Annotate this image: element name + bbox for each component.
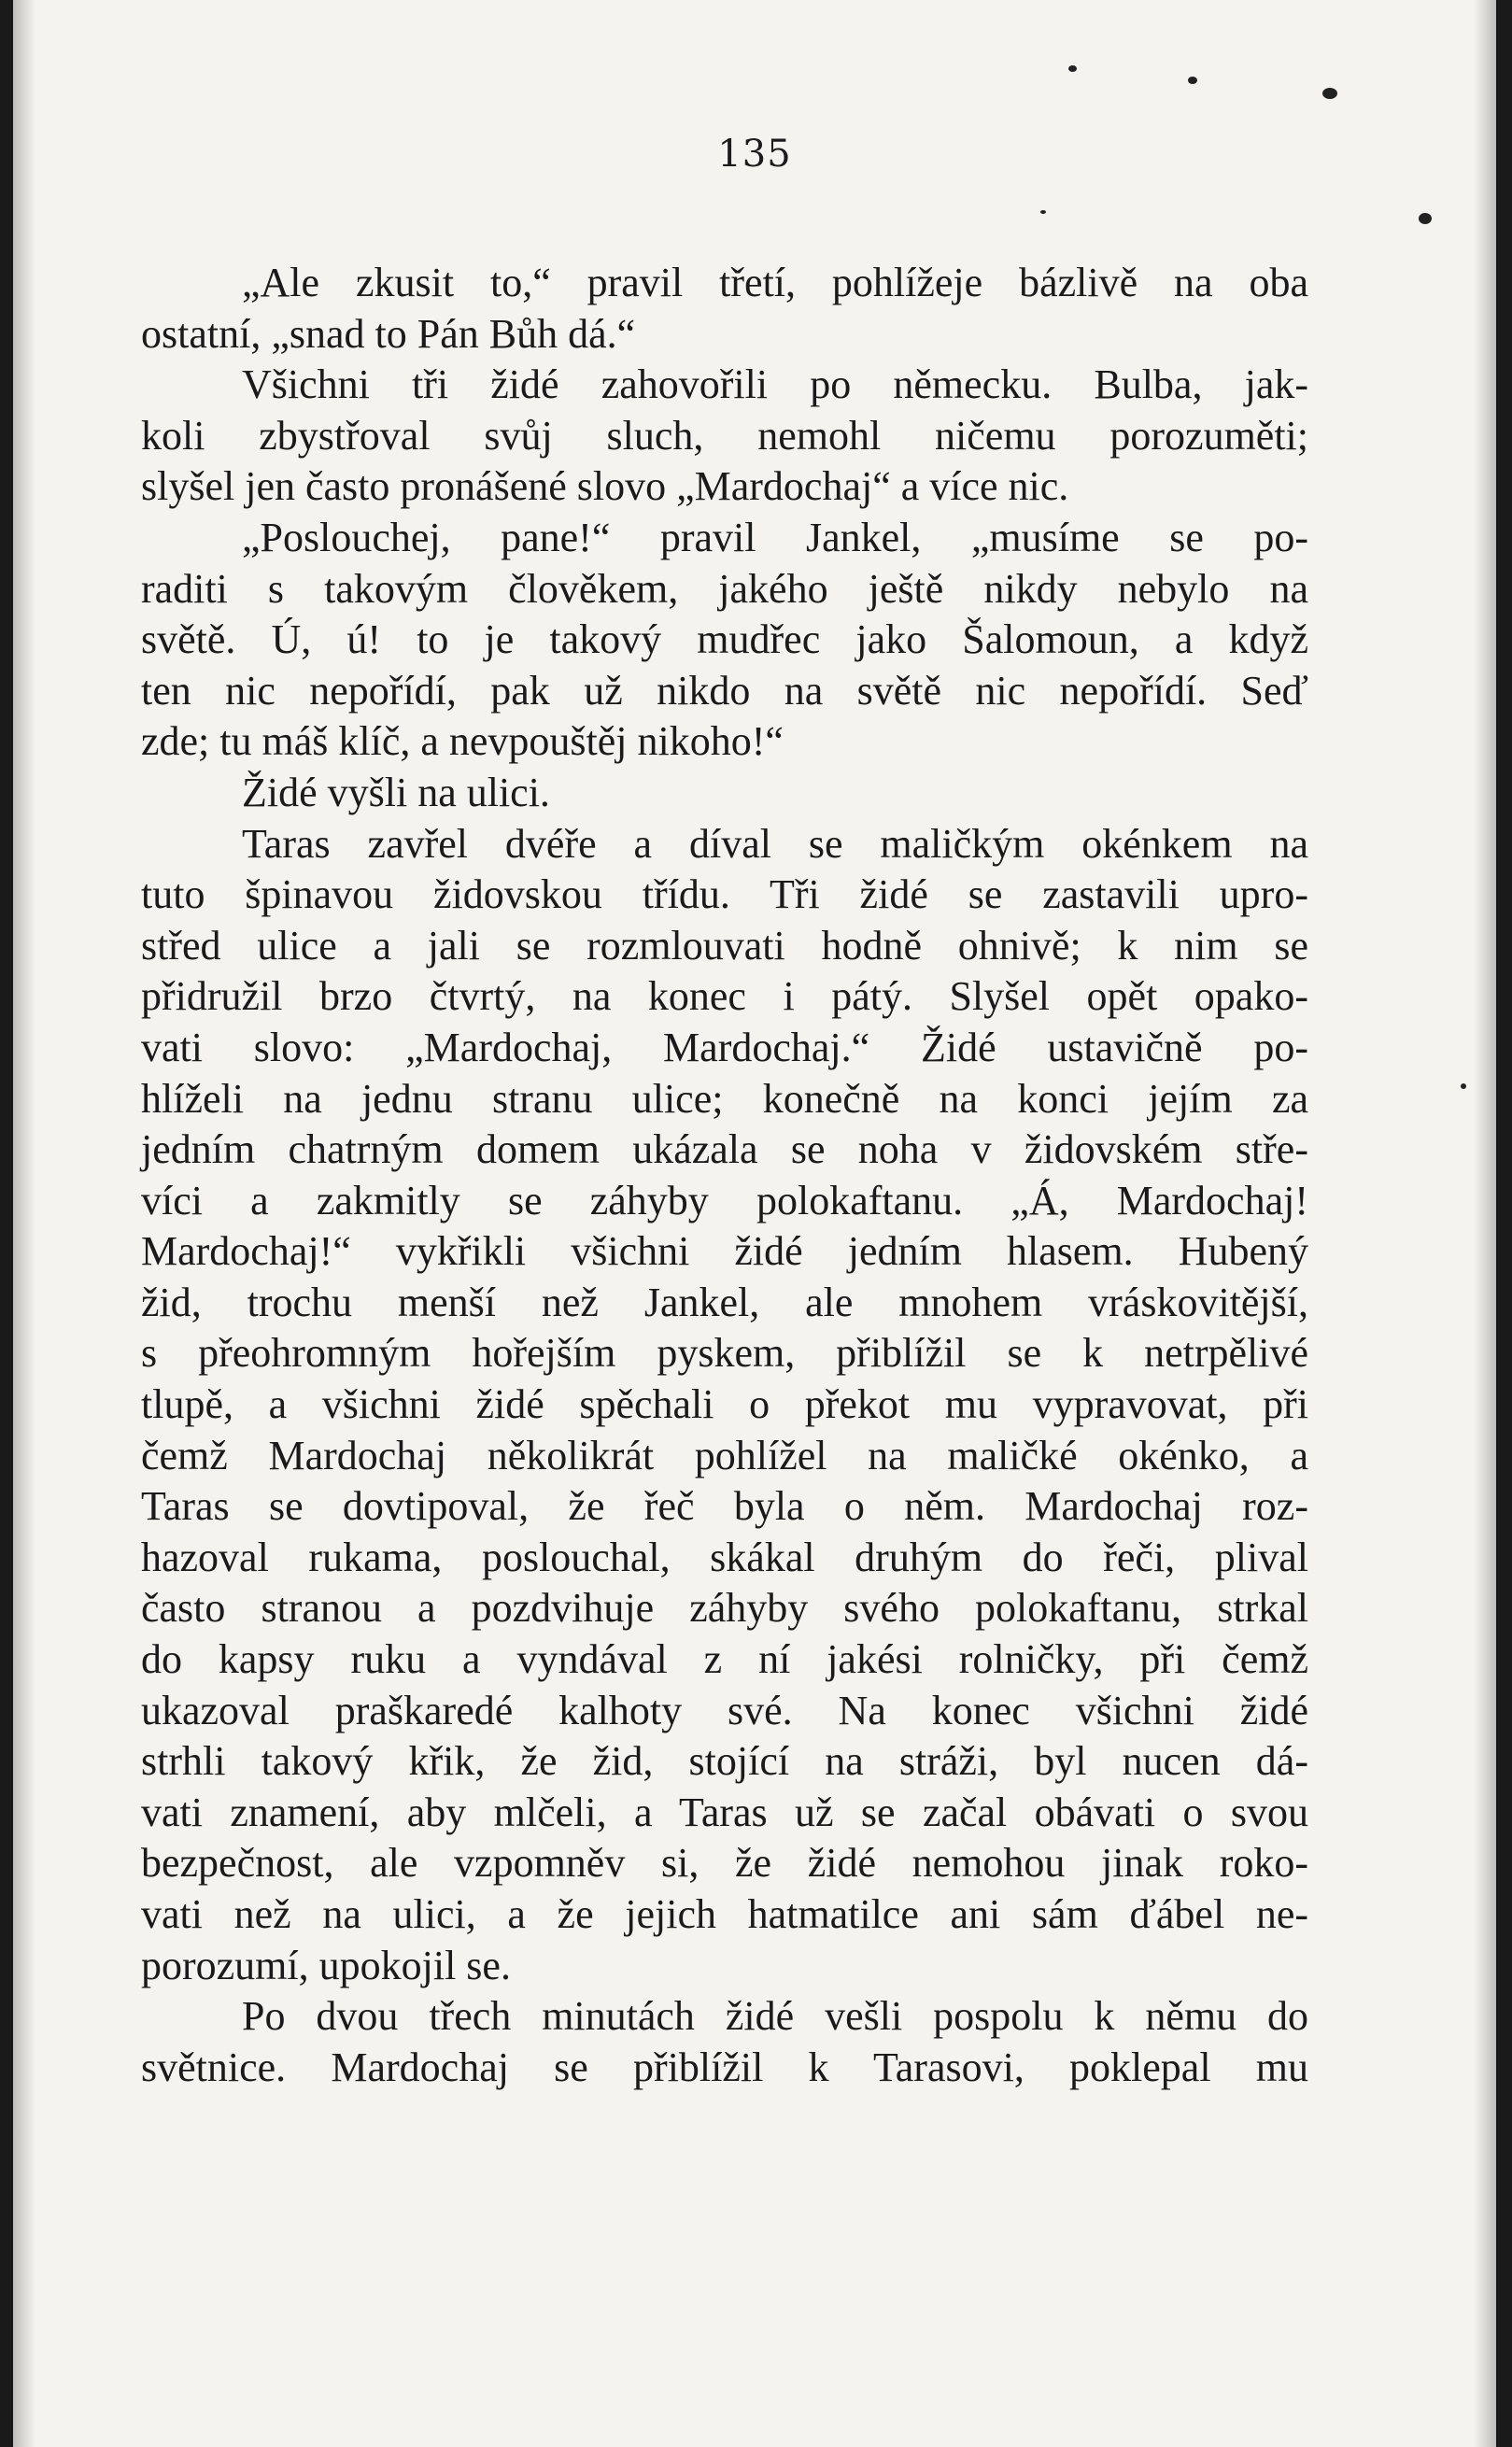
text-line: přidružil brzo čtvrtý, na konec i pátý. Slyšel opět opako- [141, 973, 1308, 1020]
text-line: vati slovo: „Mardochaj, Mardochaj.“ Židé ustavičně po- [141, 1024, 1308, 1070]
text-line: často stranou a pozdvihuje záhyby svého polokaftanu, strkal [141, 1585, 1308, 1632]
text-line: Po dvou třech minutách židé vešli pospolu k němu do [242, 1993, 1308, 2040]
text-line: „Ale zkusit to,“ pravil třetí, pohlížeje bázlivě na oba [242, 260, 1308, 305]
text-line: ten nic nepořídí, pak už nikdo na světě nic nepořídí. Seď [141, 667, 1308, 714]
text-line: tlupě, a všichni židé spěchali o překot mu vypravovat, při [141, 1381, 1308, 1428]
text-line: hlíželi na jednu stranu ulice; konečně na konci jejím za [141, 1075, 1308, 1122]
ink-speck [1419, 213, 1432, 224]
text-line: raditi s takovým člověkem, jakého ještě nikdy nebylo na [141, 565, 1308, 612]
text-line: střed ulice a jali se rozmlouvati hodně ohnivě; k nim se [141, 922, 1308, 969]
body-text [141, 258, 1308, 2093]
text-line: strhli takový křik, že žid, stojící na stráži, byl nucen dá- [141, 1738, 1308, 1785]
text-line: světnice. Mardochaj se přiblížil k Tarasovi, poklepal mu [141, 2044, 1308, 2090]
page-edge-shadow-left [13, 0, 35, 2447]
text-line: „Poslouchej, pane!“ pravil Jankel, „musíme se po- [242, 514, 1308, 560]
text-line: světě. Ú, ú! to je takový mudřec jako Šalomoun, a když [141, 616, 1308, 663]
text-line: koli zbystřoval svůj sluch, nemohl ničemu porozuměti; [141, 412, 1308, 459]
ink-speck [1461, 1083, 1466, 1089]
text-line: vati než na ulici, a že jejich hatmatilce ani sám ďábel ne- [141, 1891, 1308, 1937]
text-line: s přeohromným hořejším pyskem, přiblížil se k netrpělivé [141, 1330, 1308, 1377]
text-line: ukazoval praškaredé kalhoty své. Na konec všichni židé [141, 1687, 1308, 1733]
text-line: Židé vyšli na ulici. [242, 769, 550, 815]
ink-speck [1188, 77, 1197, 84]
text-line: vati znamení, aby mlčeli, a Taras už se začal obávati o svou [141, 1789, 1308, 1835]
text-line: zde; tu máš klíč, a nevpouštěj nikoho!“ [141, 718, 784, 765]
ink-speck [1322, 88, 1337, 99]
book-page [13, 0, 1496, 2447]
ink-speck [1068, 65, 1077, 72]
text-line: slyšel jen často pronášené slovo „Mardochaj“ a více nic. [141, 463, 1069, 510]
text-line: do kapsy ruku a vyndával z ní jakési rolničky, při čemž [141, 1636, 1308, 1683]
text-line: ostatní, „snad to Pán Bůh dá.“ [141, 310, 636, 357]
ink-speck [1040, 210, 1046, 214]
text-line: Všichni tři židé zahovořili po německu. Bulba, jak- [242, 361, 1308, 408]
text-line: porozumí, upokojil se. [141, 1942, 511, 1988]
text-line: Mardochaj!“ vykřikli všichni židé jedním hlasem. Hubený [141, 1228, 1308, 1275]
text-line: Taras zavřel dvéře a díval se maličkým okénkem na [242, 820, 1308, 867]
text-line: hazoval rukama, poslouchal, skákal druhým do řeči, plival [141, 1534, 1308, 1580]
text-line: tuto špinavou židovskou třídu. Tři židé se zastavili upro- [141, 871, 1308, 918]
text-line: jedním chatrným domem ukázala se noha v židovském stře- [141, 1126, 1308, 1173]
text-line: víci a zakmitly se záhyby polokaftanu. „Á, Mardochaj! [141, 1177, 1308, 1224]
text-line: čemž Mardochaj několikrát pohlížel na maličké okénko, a [141, 1432, 1308, 1478]
page-number: 135 [717, 133, 792, 176]
text-line: žid, trochu menší než Jankel, ale mnohem vráskovitější, [141, 1279, 1308, 1325]
text-line: bezpečnost, ale vzpomněv si, že židé nemohou jinak roko- [141, 1840, 1308, 1887]
text-line: Taras se dovtipoval, že řeč byla o něm. Mardochaj roz- [141, 1483, 1308, 1530]
page-edge-shadow-right [1474, 0, 1496, 2447]
